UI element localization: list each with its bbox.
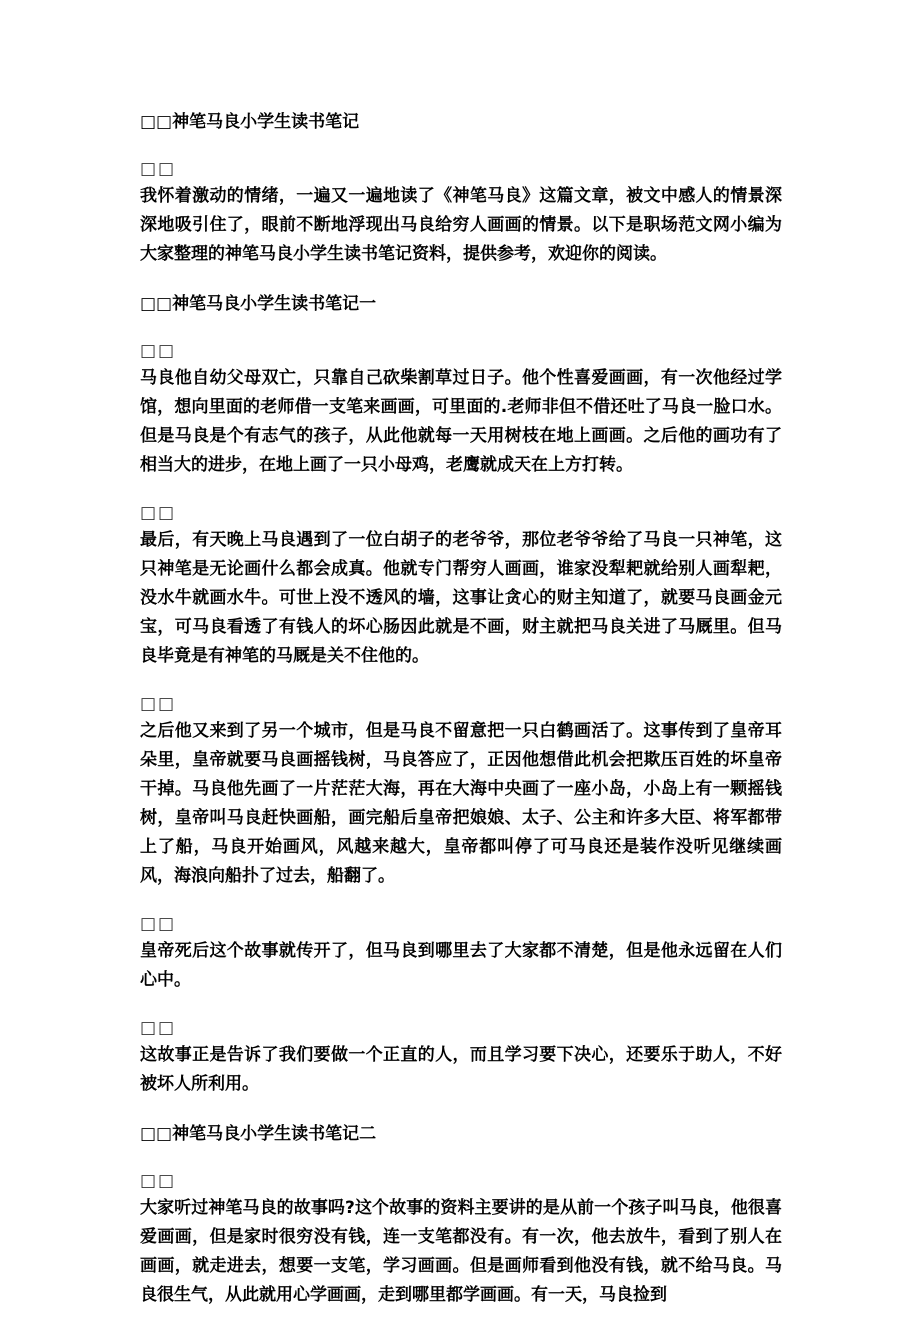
section-two-title: □□神笔马良小学生读书笔记二 [140,1124,377,1144]
section-two-paragraph: 大家听过神笔马良的故事吗?这个故事的资料主要讲的是从前一个孩子叫马良，他很喜爱画画，但是家时很穷没有钱，连一支笔都没有。有一次，他去放牛，看到了别人在画画，就走进去，想要一支笔，学习画画。但是画师看到他没有钱，就不给马良。马良很生气，从此就用心学画画，走到哪里都学画画。有一天，马良捡到 [140,1198,782,1305]
section-one-paragraph-block [140,501,782,671]
section-one-title: □□神笔马良小学生读书笔记一 [140,294,377,314]
section-one-paragraph-block [140,912,782,995]
section-one-paragraph: 这故事正是告诉了我们要做一个正直的人，而且学习要下决心，还要乐于助人，不好被坏人所利用。 [140,1045,782,1094]
paragraph-marker: □□ [140,694,177,714]
paragraph-marker: □□ [140,503,177,523]
paragraph-marker: □□ [140,1171,177,1191]
paragraph-marker: □□ [140,159,177,179]
intro-block [140,157,782,269]
section-one-paragraph-block [140,1016,782,1099]
section-one-paragraph: 马良他自幼父母双亡，只靠自己砍柴割草过日子。他个性喜爱画画，有一次他经过学馆，想向里面的老师借一支笔来画画，可里面的.老师非但不借还吐了马良一脸口水。但是马良是个有志气的孩子，从此他就每一天用树枝在地上画画。之后他的画功有了相当大的进步，在地上画了一只小母鸡，老鹰就成天在上方打转。 [140,368,782,475]
paragraph-marker: □□ [140,1018,177,1038]
paragraph-marker: □□ [140,914,177,934]
section-one-paragraph: 之后他又来到了另一个城市，但是马良不留意把一只白鹤画活了。这事传到了皇帝耳朵里，皇帝就要马良画摇钱树，马良答应了，正因他想借此机会把欺压百姓的坏皇帝干掉。马良他先画了一片茫茫大海，再在大海中央画了一座小岛，小岛上有一颗摇钱树，皇帝叫马良赶快画船，画完船后皇帝把娘娘、太子、公主和许多大臣、将军都带上了船，马良开始画风，风越来越大，皇帝都叫停了可马良还是装作没听见继续画风，海浪向船扑了过去，船翻了。 [140,721,782,886]
paragraph-marker: □□ [140,341,177,361]
section-one-paragraph: 皇帝死后这个故事就传开了，但马良到哪里去了大家都不清楚，但是他永远留在人们心中。 [140,941,782,990]
document-body [140,108,782,1331]
intro-paragraph: 我怀着激动的情绪，一遍又一遍地读了《神笔马良》这篇文章，被文中感人的情景深深地吸引住了，眼前不断地浮现出马良给穷人画画的情景。以下是职场范文网小编为大家整理的神笔马良小学生读书笔记资料，提供参考，欢迎你的阅读。 [140,186,782,264]
section-one-paragraph-block [140,692,782,891]
section-one-paragraph: 最后，有天晚上马良遇到了一位白胡子的老爷爷，那位老爷爷给了马良一只神笔，这只神笔是无论画什么都会成真。他就专门帮穷人画画，谁家没犁耙就给别人画犁耙，没水牛就画水牛。可世上没不透风的墙，这事让贪心的财主知道了，就要马良画金元宝，可马良看透了有钱人的坏心肠因此就是不画，财主就把马良关进了马厩里。但马良毕竟是有神笔的马厩是关不住他的。 [140,530,782,666]
section-one-paragraph-block [140,339,782,480]
section-two-paragraph-block [140,1169,782,1310]
document-title: □□神笔马良小学生读书笔记 [140,112,360,132]
